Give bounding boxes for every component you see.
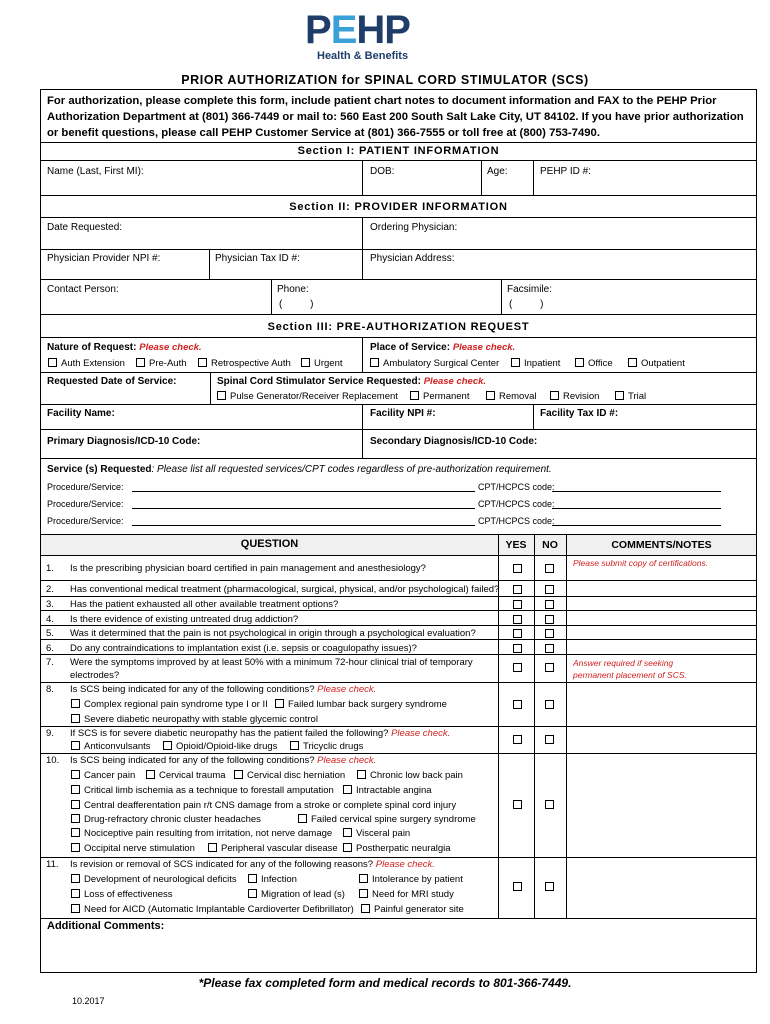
opioid-option[interactable]: Opioid/Opioid-like drugs — [163, 741, 277, 752]
pehp-id-field[interactable]: PEHP ID #: — [540, 166, 591, 177]
divider — [40, 458, 757, 459]
cervical-trauma-option[interactable]: Cervical trauma — [146, 770, 226, 781]
divider — [271, 279, 272, 314]
checkbox[interactable] — [357, 770, 366, 779]
procedure-input-3[interactable] — [132, 525, 475, 526]
central-deafferentation-option[interactable]: Central deafferentation pain r/t CNS damage from a stroke or complete spinal cord injury — [71, 800, 456, 811]
q6-yes-checkbox[interactable] — [513, 644, 522, 653]
checkbox[interactable] — [217, 391, 226, 400]
visceral-pain-option[interactable]: Visceral pain — [343, 828, 410, 839]
checkbox[interactable] — [275, 699, 284, 708]
checkbox[interactable] — [410, 391, 419, 400]
checkbox[interactable] — [71, 699, 80, 708]
q3-yes-checkbox[interactable] — [513, 600, 522, 609]
physician-address-field[interactable]: Physician Address: — [370, 253, 455, 264]
q8-yes-checkbox[interactable] — [513, 700, 522, 709]
outpatient-option[interactable]: Outpatient — [628, 358, 685, 369]
checkbox[interactable] — [198, 358, 207, 367]
fax-label: Facsimile: — [507, 284, 553, 295]
procedure-label: Procedure/Service: — [47, 482, 124, 492]
divider — [501, 279, 502, 314]
divider — [362, 217, 363, 279]
question-text: Is SCS being indicated for any of the following conditions? Please check. — [70, 684, 377, 695]
divider — [40, 625, 757, 626]
nature-of-request-label: Nature of Request: Please check. — [47, 342, 202, 353]
q11-yes-checkbox[interactable] — [513, 882, 522, 891]
comment-note: Please submit copy of certifications. — [573, 558, 709, 568]
checkbox[interactable] — [48, 358, 57, 367]
cpt-input-3[interactable] — [552, 525, 721, 526]
checkbox[interactable] — [359, 874, 368, 883]
question-text: Is SCS being indicated for any of the following conditions? Please check. — [70, 755, 377, 766]
migration-lead-option[interactable]: Migration of lead (s) — [248, 889, 345, 900]
cluster-headaches-option[interactable]: Drug-refractory chronic cluster headaches — [71, 814, 261, 825]
checkbox[interactable] — [615, 391, 624, 400]
nociceptive-pain-option[interactable]: Nociceptive pain resulting from irritation, not nerve damage — [71, 828, 332, 839]
q2-no-checkbox[interactable] — [545, 585, 554, 594]
tricyclic-option[interactable]: Tricyclic drugs — [290, 741, 363, 752]
checkbox[interactable] — [146, 770, 155, 779]
removal-option[interactable]: Removal — [486, 391, 537, 402]
facility-tax-field[interactable]: Facility Tax ID #: — [540, 408, 619, 419]
cpt-input-1[interactable] — [552, 491, 721, 492]
checkbox[interactable] — [290, 741, 299, 750]
divider — [533, 160, 534, 195]
office-option[interactable]: Office — [575, 358, 613, 369]
question-number: 6. — [46, 643, 54, 654]
checkbox[interactable] — [71, 714, 80, 723]
peripheral-vascular-option[interactable]: Peripheral vascular disease — [208, 843, 338, 854]
checkbox[interactable] — [575, 358, 584, 367]
no-header: NO — [542, 539, 558, 551]
divider — [40, 639, 757, 640]
checkbox[interactable] — [628, 358, 637, 367]
checkbox[interactable] — [343, 828, 352, 837]
divider — [481, 160, 482, 195]
procedure-input-1[interactable] — [132, 491, 475, 492]
ordering-physician-field[interactable]: Ordering Physician: — [370, 222, 458, 233]
fax-footer-note: *Please fax completed form and medical records to 801-366-7449. — [198, 976, 572, 990]
intro-text: For authorization, please complete this form, include patient chart notes to document information and FAX to the PEHP Prior Authorization Department at (801) 366-7449 or mail to: 560 East 200 South Salt Lake City, UT 84102. If you have prior authorization or benefit questions, please call PEHP Customer Service at (801) 366-7555 or toll free at (800) 753-7490. — [47, 95, 744, 139]
question-text: If SCS is for severe diabetic neuropathy has the patient failed the following? Please check. — [70, 728, 451, 739]
inpatient-option[interactable]: Inpatient — [511, 358, 560, 369]
auth-extension-option[interactable]: Auth Extension — [48, 358, 125, 369]
question-number: 10. — [46, 755, 60, 766]
failed-cervical-option[interactable]: Failed cervical spine surgery syndrome — [298, 814, 476, 825]
section-2-title: Section II: PROVIDER INFORMATION — [289, 201, 508, 213]
checkbox[interactable] — [71, 800, 80, 809]
question-number: 7. — [46, 657, 54, 668]
question-number: 3. — [46, 599, 54, 610]
checkbox[interactable] — [511, 358, 520, 367]
permanent-option[interactable]: Permanent — [410, 391, 469, 402]
primary-diagnosis-field[interactable]: Primary Diagnosis/ICD-10 Code: — [47, 436, 201, 447]
diabetic-neuropathy-option[interactable]: Severe diabetic neuropathy with stable glycemic control — [71, 714, 318, 725]
q9-yes-checkbox[interactable] — [513, 735, 522, 744]
procedure-input-2[interactable] — [132, 508, 475, 509]
tax-id-field[interactable]: Physician Tax ID #: — [215, 253, 300, 264]
divider — [40, 142, 757, 143]
q8-no-checkbox[interactable] — [545, 700, 554, 709]
checkbox[interactable] — [370, 358, 379, 367]
divider — [40, 580, 757, 581]
fax-field[interactable]: ( ) — [509, 299, 544, 310]
question-number: 5. — [46, 628, 54, 639]
divider — [40, 249, 757, 250]
q10-yes-checkbox[interactable] — [513, 800, 522, 809]
checkbox[interactable] — [486, 391, 495, 400]
question-number: 11. — [46, 859, 59, 870]
cpt-label: CPT/HCPCS code: — [478, 516, 555, 526]
divider — [40, 654, 757, 655]
divider — [40, 918, 757, 919]
divider — [40, 555, 757, 556]
question-text: Has conventional medical treatment (pharmacological, surgical, physical, and/or psychological) failed? — [70, 584, 500, 595]
divider — [40, 610, 757, 611]
checkbox[interactable] — [343, 785, 352, 794]
section-3-title: Section III: PRE-AUTHORIZATION REQUEST — [267, 321, 530, 333]
question-text: Were the symptoms improved by at least 50% with a minimum 72-hour clinical trial of temporary — [70, 657, 473, 668]
checkbox[interactable] — [359, 889, 368, 898]
q1-no-checkbox[interactable] — [545, 564, 554, 573]
checkbox[interactable] — [136, 358, 145, 367]
requested-date-field[interactable]: Requested Date of Service: — [47, 376, 177, 387]
divider — [210, 372, 211, 404]
checkbox[interactable] — [71, 874, 80, 883]
checkbox[interactable] — [301, 358, 310, 367]
divider — [40, 429, 757, 430]
loss-effectiveness-option[interactable]: Loss of effectiveness — [71, 889, 173, 900]
question-text: Is the prescribing physician board certified in pain management and anesthesiology? — [70, 563, 426, 574]
q4-no-checkbox[interactable] — [545, 615, 554, 624]
q7-yes-checkbox[interactable] — [513, 663, 522, 672]
question-number: 2. — [46, 584, 54, 595]
mri-study-option[interactable]: Need for MRI study — [359, 889, 454, 900]
question-text: Do any contraindications to implantation exist (i.e. sepsis or coagulopathy issues)? — [70, 643, 417, 654]
checkbox[interactable] — [361, 904, 370, 913]
q9-no-checkbox[interactable] — [545, 735, 554, 744]
question-text: Is there evidence of existing untreated drug addiction? — [70, 614, 299, 625]
trial-option[interactable]: Trial — [615, 391, 646, 402]
procedure-label: Procedure/Service: — [47, 499, 124, 509]
intractable-angina-option[interactable]: Intractable angina — [343, 785, 432, 796]
divider — [40, 726, 757, 727]
npi-field[interactable]: Physician Provider NPI #: — [47, 253, 161, 264]
additional-comments-label: Additional Comments: — [47, 920, 165, 932]
divider — [40, 753, 757, 754]
postherpatic-neuralgia-option[interactable]: Postherpatic neuralgia — [343, 843, 451, 854]
aicd-option[interactable]: Need for AICD (Automatic Implantable Cardioverter Defibrillator) — [71, 904, 354, 915]
comment-note: Answer required if seeking — [573, 658, 674, 668]
urgent-option[interactable]: Urgent — [301, 358, 343, 369]
checkbox[interactable] — [298, 814, 307, 823]
cervical-disc-option[interactable]: Cervical disc herniation — [234, 770, 345, 781]
services-requested-label: Service (s) Requested: Please list all requested services/CPT codes regardless of pre-authorization requirement. — [47, 464, 552, 475]
checkbox[interactable] — [208, 843, 217, 852]
ambulatory-option[interactable]: Ambulatory Surgical Center — [370, 358, 499, 369]
logo-letter-e: E — [330, 8, 357, 52]
divider — [40, 195, 757, 196]
contact-person-field[interactable]: Contact Person: — [47, 284, 119, 295]
question-text: Is revision or removal of SCS indicated for any of the following reasons? Please check. — [70, 859, 435, 870]
q2-yes-checkbox[interactable] — [513, 585, 522, 594]
pre-auth-option[interactable]: Pre-Auth — [136, 358, 187, 369]
place-of-service-label: Place of Service: Please check. — [370, 342, 516, 353]
divider — [40, 404, 757, 405]
divider — [209, 249, 210, 279]
section-1-title: Section I: PATIENT INFORMATION — [297, 145, 500, 157]
failed-lumbar-option[interactable]: Failed lumbar back surgery syndrome — [275, 699, 447, 710]
checkbox[interactable] — [71, 828, 80, 837]
patient-name-field[interactable]: Name (Last, First MI): — [47, 166, 144, 177]
phone-label: Phone: — [277, 284, 309, 295]
question-header: QUESTION — [240, 538, 299, 550]
checkbox[interactable] — [234, 770, 243, 779]
facility-name-field[interactable]: Facility Name: — [47, 408, 115, 419]
logo-subtitle: Health & Benefits — [317, 50, 409, 62]
question-number: 4. — [46, 614, 54, 625]
comments-header: COMMENTS/NOTES — [611, 539, 712, 551]
comment-note: permanent placement of SCS. — [573, 670, 687, 680]
scs-service-label: Spinal Cord Stimulator Service Requested: Please check. — [217, 376, 487, 387]
divider — [40, 682, 757, 683]
checkbox[interactable] — [248, 874, 257, 883]
divider — [40, 857, 757, 858]
checkbox[interactable] — [71, 889, 80, 898]
q10-no-checkbox[interactable] — [545, 800, 554, 809]
neuro-deficits-option[interactable]: Development of neurological deficits — [71, 874, 237, 885]
divider — [40, 279, 757, 280]
occipital-nerve-option[interactable]: Occipital nerve stimulation — [71, 843, 195, 854]
crps-option[interactable]: Complex regional pain syndrome type I or II — [71, 699, 268, 710]
question-number: 1. — [46, 563, 54, 574]
logo-letters-hp: HP — [356, 8, 410, 52]
retrospective-auth-option[interactable]: Retrospective Auth — [198, 358, 291, 369]
intolerance-option[interactable]: Intolerance by patient — [359, 874, 463, 885]
divider — [40, 314, 757, 315]
divider — [362, 337, 363, 372]
infection-option[interactable]: Infection — [248, 874, 297, 885]
cpt-input-2[interactable] — [552, 508, 721, 509]
q4-yes-checkbox[interactable] — [513, 615, 522, 624]
checkbox[interactable] — [71, 785, 80, 794]
checkbox[interactable] — [71, 770, 80, 779]
procedure-label: Procedure/Service: — [47, 516, 124, 526]
yes-header: YES — [505, 539, 527, 551]
divider — [40, 217, 757, 218]
divider — [533, 404, 534, 429]
q3-no-checkbox[interactable] — [545, 600, 554, 609]
q5-yes-checkbox[interactable] — [513, 629, 522, 638]
checkbox[interactable] — [71, 843, 80, 852]
painful-generator-option[interactable]: Painful generator site — [361, 904, 464, 915]
additional-comments-field[interactable] — [41, 935, 756, 972]
form-title: PRIOR AUTHORIZATION for SPINAL CORD STIMULATOR (SCS) — [181, 73, 589, 87]
secondary-diagnosis-field[interactable]: Secondary Diagnosis/ICD-10 Code: — [370, 436, 538, 447]
chronic-low-back-option[interactable]: Chronic low back pain — [357, 770, 463, 781]
checkbox[interactable] — [71, 741, 80, 750]
critical-limb-option[interactable]: Critical limb ischemia as a technique to forestall amputation — [71, 785, 334, 796]
dob-field[interactable]: DOB: — [370, 166, 395, 177]
question-text: Has the patient exhausted all other available treatment options? — [70, 599, 339, 610]
cpt-label: CPT/HCPCS code: — [478, 482, 555, 492]
divider — [362, 160, 363, 195]
divider — [40, 337, 757, 338]
age-field[interactable]: Age: — [487, 166, 508, 177]
pulse-generator-option[interactable]: Pulse Generator/Receiver Replacement — [217, 391, 398, 402]
date-requested-field[interactable]: Date Requested: — [47, 222, 123, 233]
question-number: 9. — [46, 728, 54, 739]
phone-field[interactable]: ( ) — [279, 299, 314, 310]
cancer-pain-option[interactable]: Cancer pain — [71, 770, 135, 781]
facility-npi-field[interactable]: Facility NPI #: — [370, 408, 436, 419]
q11-no-checkbox[interactable] — [545, 882, 554, 891]
checkbox[interactable] — [248, 889, 257, 898]
q1-yes-checkbox[interactable] — [513, 564, 522, 573]
checkbox[interactable] — [163, 741, 172, 750]
form-version: 10.2017 — [72, 996, 105, 1006]
divider — [40, 160, 757, 161]
checkbox[interactable] — [71, 904, 80, 913]
anticonvulsants-option[interactable]: Anticonvulsants — [71, 741, 151, 752]
divider — [40, 372, 757, 373]
q6-no-checkbox[interactable] — [545, 644, 554, 653]
q5-no-checkbox[interactable] — [545, 629, 554, 638]
divider — [40, 596, 757, 597]
checkbox[interactable] — [71, 814, 80, 823]
revision-option[interactable]: Revision — [550, 391, 599, 402]
logo-letter-p: P — [305, 8, 331, 52]
question-text-continued: electrodes? — [70, 670, 120, 681]
question-text: Was it determined that the pain is not psychological in origin through a psychological evaluation? — [70, 628, 476, 639]
q7-no-checkbox[interactable] — [545, 663, 554, 672]
question-number: 8. — [46, 684, 54, 695]
cpt-label: CPT/HCPCS code: — [478, 499, 555, 509]
divider — [362, 404, 363, 458]
checkbox[interactable] — [343, 843, 352, 852]
checkbox[interactable] — [550, 391, 559, 400]
pehp-logo — [305, 8, 427, 66]
